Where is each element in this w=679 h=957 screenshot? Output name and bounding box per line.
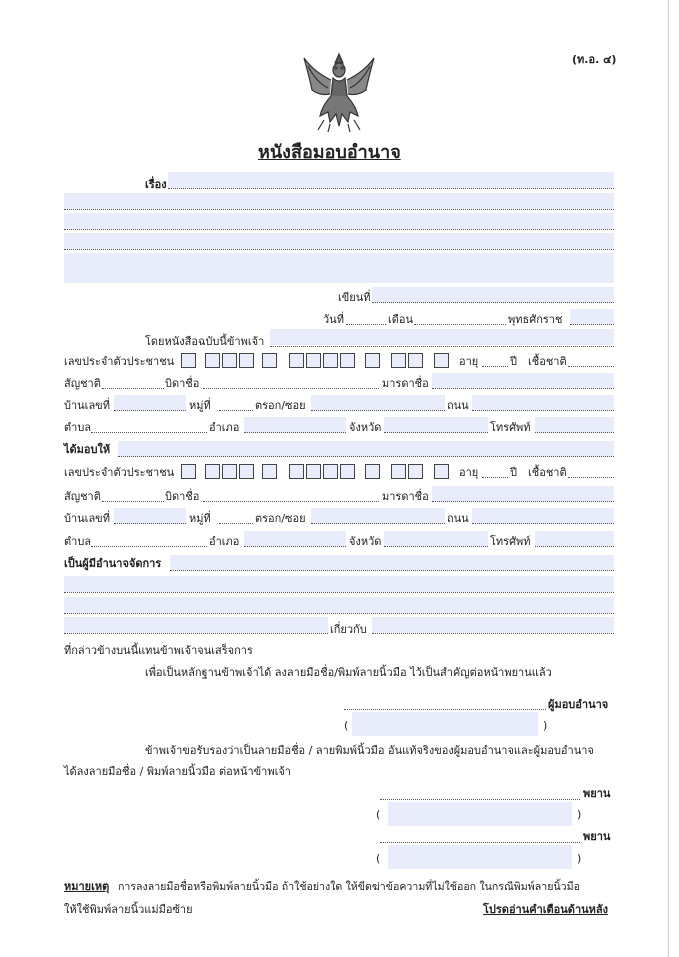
grantee-id-digit[interactable] bbox=[181, 464, 196, 479]
grantee-id-digit[interactable] bbox=[262, 464, 277, 479]
grantor-signature-label: ผู้มอบอำนาจ bbox=[548, 698, 609, 711]
grantor-moo-field[interactable] bbox=[219, 398, 253, 411]
grantor-id-digit[interactable] bbox=[391, 353, 406, 368]
see-back-link[interactable]: โปรดอ่านคำเตือนด้านหลัง bbox=[483, 903, 609, 916]
grantor-race-label: เชื้อชาติ bbox=[528, 355, 567, 368]
written-at-label: เขียนที่ bbox=[338, 291, 371, 304]
month-field[interactable] bbox=[414, 312, 506, 325]
until-done-text: ที่กล่าวข้างบนนี้แทนข้าพเจ้าจนเสร็จการ bbox=[64, 644, 253, 657]
grantee-house-label: บ้านเลขที่ bbox=[64, 512, 110, 525]
grantee-road-label: ถนน bbox=[447, 512, 469, 525]
grantor-id-digit[interactable] bbox=[289, 353, 304, 368]
grantee-age-label: อายุ bbox=[459, 466, 479, 479]
grantor-province-label: จังหวัด bbox=[349, 421, 382, 434]
witness-2-open-paren: ( bbox=[376, 852, 381, 865]
grantee-id-digit[interactable] bbox=[239, 464, 254, 479]
grantor-id-digit[interactable] bbox=[306, 353, 321, 368]
witness-2-label: พยาน bbox=[583, 830, 611, 843]
grantor-years-label: ปี bbox=[510, 355, 517, 368]
grantee-id-digit[interactable] bbox=[434, 464, 449, 479]
grantee-id-label: เลขประจำตัวประชาชน bbox=[64, 466, 175, 479]
grantor-nationality-field[interactable] bbox=[102, 376, 164, 389]
grantor-mother-label: มารดาชื่อ bbox=[382, 377, 429, 390]
witness-1-signature-line[interactable] bbox=[380, 787, 580, 800]
month-label: เดือน bbox=[388, 313, 414, 326]
grantee-nationality-label: สัญชาติ bbox=[64, 490, 101, 503]
grantee-mother-label: มารดาชื่อ bbox=[382, 490, 429, 503]
grantor-father-field[interactable] bbox=[203, 376, 379, 389]
grantor-id-digit[interactable] bbox=[181, 353, 196, 368]
grantor-open-paren: ( bbox=[344, 719, 349, 732]
grantor-id-digit[interactable] bbox=[340, 353, 355, 368]
grantee-soi-label: ตรอก/ซอย bbox=[255, 512, 306, 525]
grantee-years-label: ปี bbox=[510, 466, 517, 479]
note-label: หมายเหตุ bbox=[64, 880, 110, 893]
grantor-moo-label: หมู่ที่ bbox=[189, 399, 211, 412]
grantee-id-digit[interactable] bbox=[408, 464, 423, 479]
grantee-phone-label: โทรศัพท์ bbox=[490, 535, 531, 548]
grantor-road-label: ถนน bbox=[447, 399, 469, 412]
form-code: (ท.อ. ๔) bbox=[572, 53, 617, 66]
grantee-id-digit[interactable] bbox=[391, 464, 406, 479]
grant-to-label: ได้มอบให้ bbox=[64, 443, 111, 456]
date-field[interactable] bbox=[346, 312, 386, 325]
grantor-tambon-field[interactable] bbox=[91, 420, 207, 433]
grantor-id-digit[interactable] bbox=[434, 353, 449, 368]
grantee-race-label: เชื้อชาติ bbox=[528, 466, 567, 479]
evidence-text: เพื่อเป็นหลักฐานข้าพเจ้าได้ ลงลายมือชื่อ/พิมพ์ลายนิ้วมือ ไว้เป็นสำคัญต่อหน้าพยานแล้ว bbox=[145, 666, 552, 679]
witness-1-open-paren: ( bbox=[376, 808, 381, 821]
grantor-id-digit[interactable] bbox=[365, 353, 380, 368]
grantee-id-digit[interactable] bbox=[289, 464, 304, 479]
certify-line-1: ข้าพเจ้าขอรับรองว่าเป็นลายมือชื่อ / ลายพิมพ์นิ้วมือ อันแท้จริงของผู้มอบอำนาจและผู้มอบอำนาจ bbox=[145, 744, 594, 757]
grantee-id-digit[interactable] bbox=[340, 464, 355, 479]
grantor-house-label: บ้านเลขที่ bbox=[64, 399, 110, 412]
grantee-age-field[interactable] bbox=[482, 465, 508, 478]
grantor-signature-line[interactable] bbox=[344, 697, 546, 710]
grantor-id-label: เลขประจำตัวประชาชน bbox=[64, 355, 175, 368]
page-title: หนังสือมอบอำนาจ bbox=[258, 142, 401, 163]
year-label: พุทธศักราช bbox=[508, 313, 563, 326]
grantor-age-field[interactable] bbox=[482, 354, 508, 367]
grantee-province-label: จังหวัด bbox=[349, 535, 382, 548]
grantee-father-label: บิดาชื่อ bbox=[165, 490, 200, 503]
regarding-label: เกี่ยวกับ bbox=[330, 623, 367, 636]
grantee-id-digit[interactable] bbox=[205, 464, 220, 479]
grantee-race-field[interactable] bbox=[568, 465, 614, 478]
grantee-tambon-label: ตำบล bbox=[64, 535, 92, 548]
grantee-id-digit[interactable] bbox=[222, 464, 237, 479]
date-label: วันที่ bbox=[323, 313, 344, 326]
grantor-amphoe-label: อำเภอ bbox=[209, 421, 240, 434]
witness-2-close-paren: ) bbox=[577, 852, 582, 865]
grantor-father-label: บิดาชื่อ bbox=[165, 377, 200, 390]
garuda-emblem-icon bbox=[300, 50, 378, 132]
grantee-id-digit[interactable] bbox=[306, 464, 321, 479]
witness-1-name-field[interactable] bbox=[388, 802, 572, 826]
witness-1-label: พยาน bbox=[583, 787, 611, 800]
grantee-moo-field[interactable] bbox=[219, 511, 253, 524]
grantor-tambon-label: ตำบล bbox=[64, 421, 92, 434]
grantee-tambon-field[interactable] bbox=[91, 534, 207, 547]
grantee-amphoe-label: อำเภอ bbox=[209, 535, 240, 548]
grantor-phone-label: โทรศัพท์ bbox=[490, 421, 531, 434]
grantee-father-field[interactable] bbox=[203, 489, 379, 502]
witness-1-close-paren: ) bbox=[577, 808, 582, 821]
grantor-nationality-label: สัญชาติ bbox=[64, 377, 101, 390]
witness-2-signature-line[interactable] bbox=[380, 830, 580, 843]
subject-label: เรื่อง bbox=[145, 178, 167, 191]
grantor-id-digit[interactable] bbox=[262, 353, 277, 368]
grantor-intro-label: โดยหนังสือฉบับนี้ข้าพเจ้า bbox=[145, 335, 265, 348]
grantor-close-paren: ) bbox=[543, 719, 548, 732]
grantor-id-digit[interactable] bbox=[239, 353, 254, 368]
note-line-1: การลงลายมือชื่อหรือพิมพ์ลายนิ้วมือ ถ้าใช้อย่างใด ให้ขีดฆ่าข้อความที่ไม่ใช้ออก ในกรณีพิมพ์ลายนิ้วมือ bbox=[118, 881, 580, 893]
grantor-id-digit[interactable] bbox=[408, 353, 423, 368]
grantor-race-field[interactable] bbox=[568, 354, 614, 367]
subject-line-6[interactable] bbox=[64, 269, 614, 283]
grantor-age-label: อายุ bbox=[459, 355, 479, 368]
grantee-moo-label: หมู่ที่ bbox=[189, 512, 211, 525]
witness-2-name-field[interactable] bbox=[388, 845, 572, 869]
authorized-label: เป็นผู้มีอำนาจจัดการ bbox=[64, 557, 162, 570]
grantee-id-digit[interactable] bbox=[365, 464, 380, 479]
note-line-2: ให้ใช้พิมพ์ลายนิ้วแม่มือซ้าย bbox=[64, 903, 193, 916]
grantor-id-digit[interactable] bbox=[222, 353, 237, 368]
grantor-id-digit[interactable] bbox=[323, 353, 338, 368]
grantor-printed-name-field[interactable] bbox=[352, 712, 538, 736]
grantee-id-digit[interactable] bbox=[323, 464, 338, 479]
grantor-soi-label: ตรอก/ซอย bbox=[255, 399, 306, 412]
grantor-id-digit[interactable] bbox=[205, 353, 220, 368]
grantee-nationality-field[interactable] bbox=[102, 489, 164, 502]
certify-line-2: ได้ลงลายมือชื่อ / พิมพ์ลายนิ้วมือ ต่อหน้าข้าพเจ้า bbox=[64, 765, 291, 778]
